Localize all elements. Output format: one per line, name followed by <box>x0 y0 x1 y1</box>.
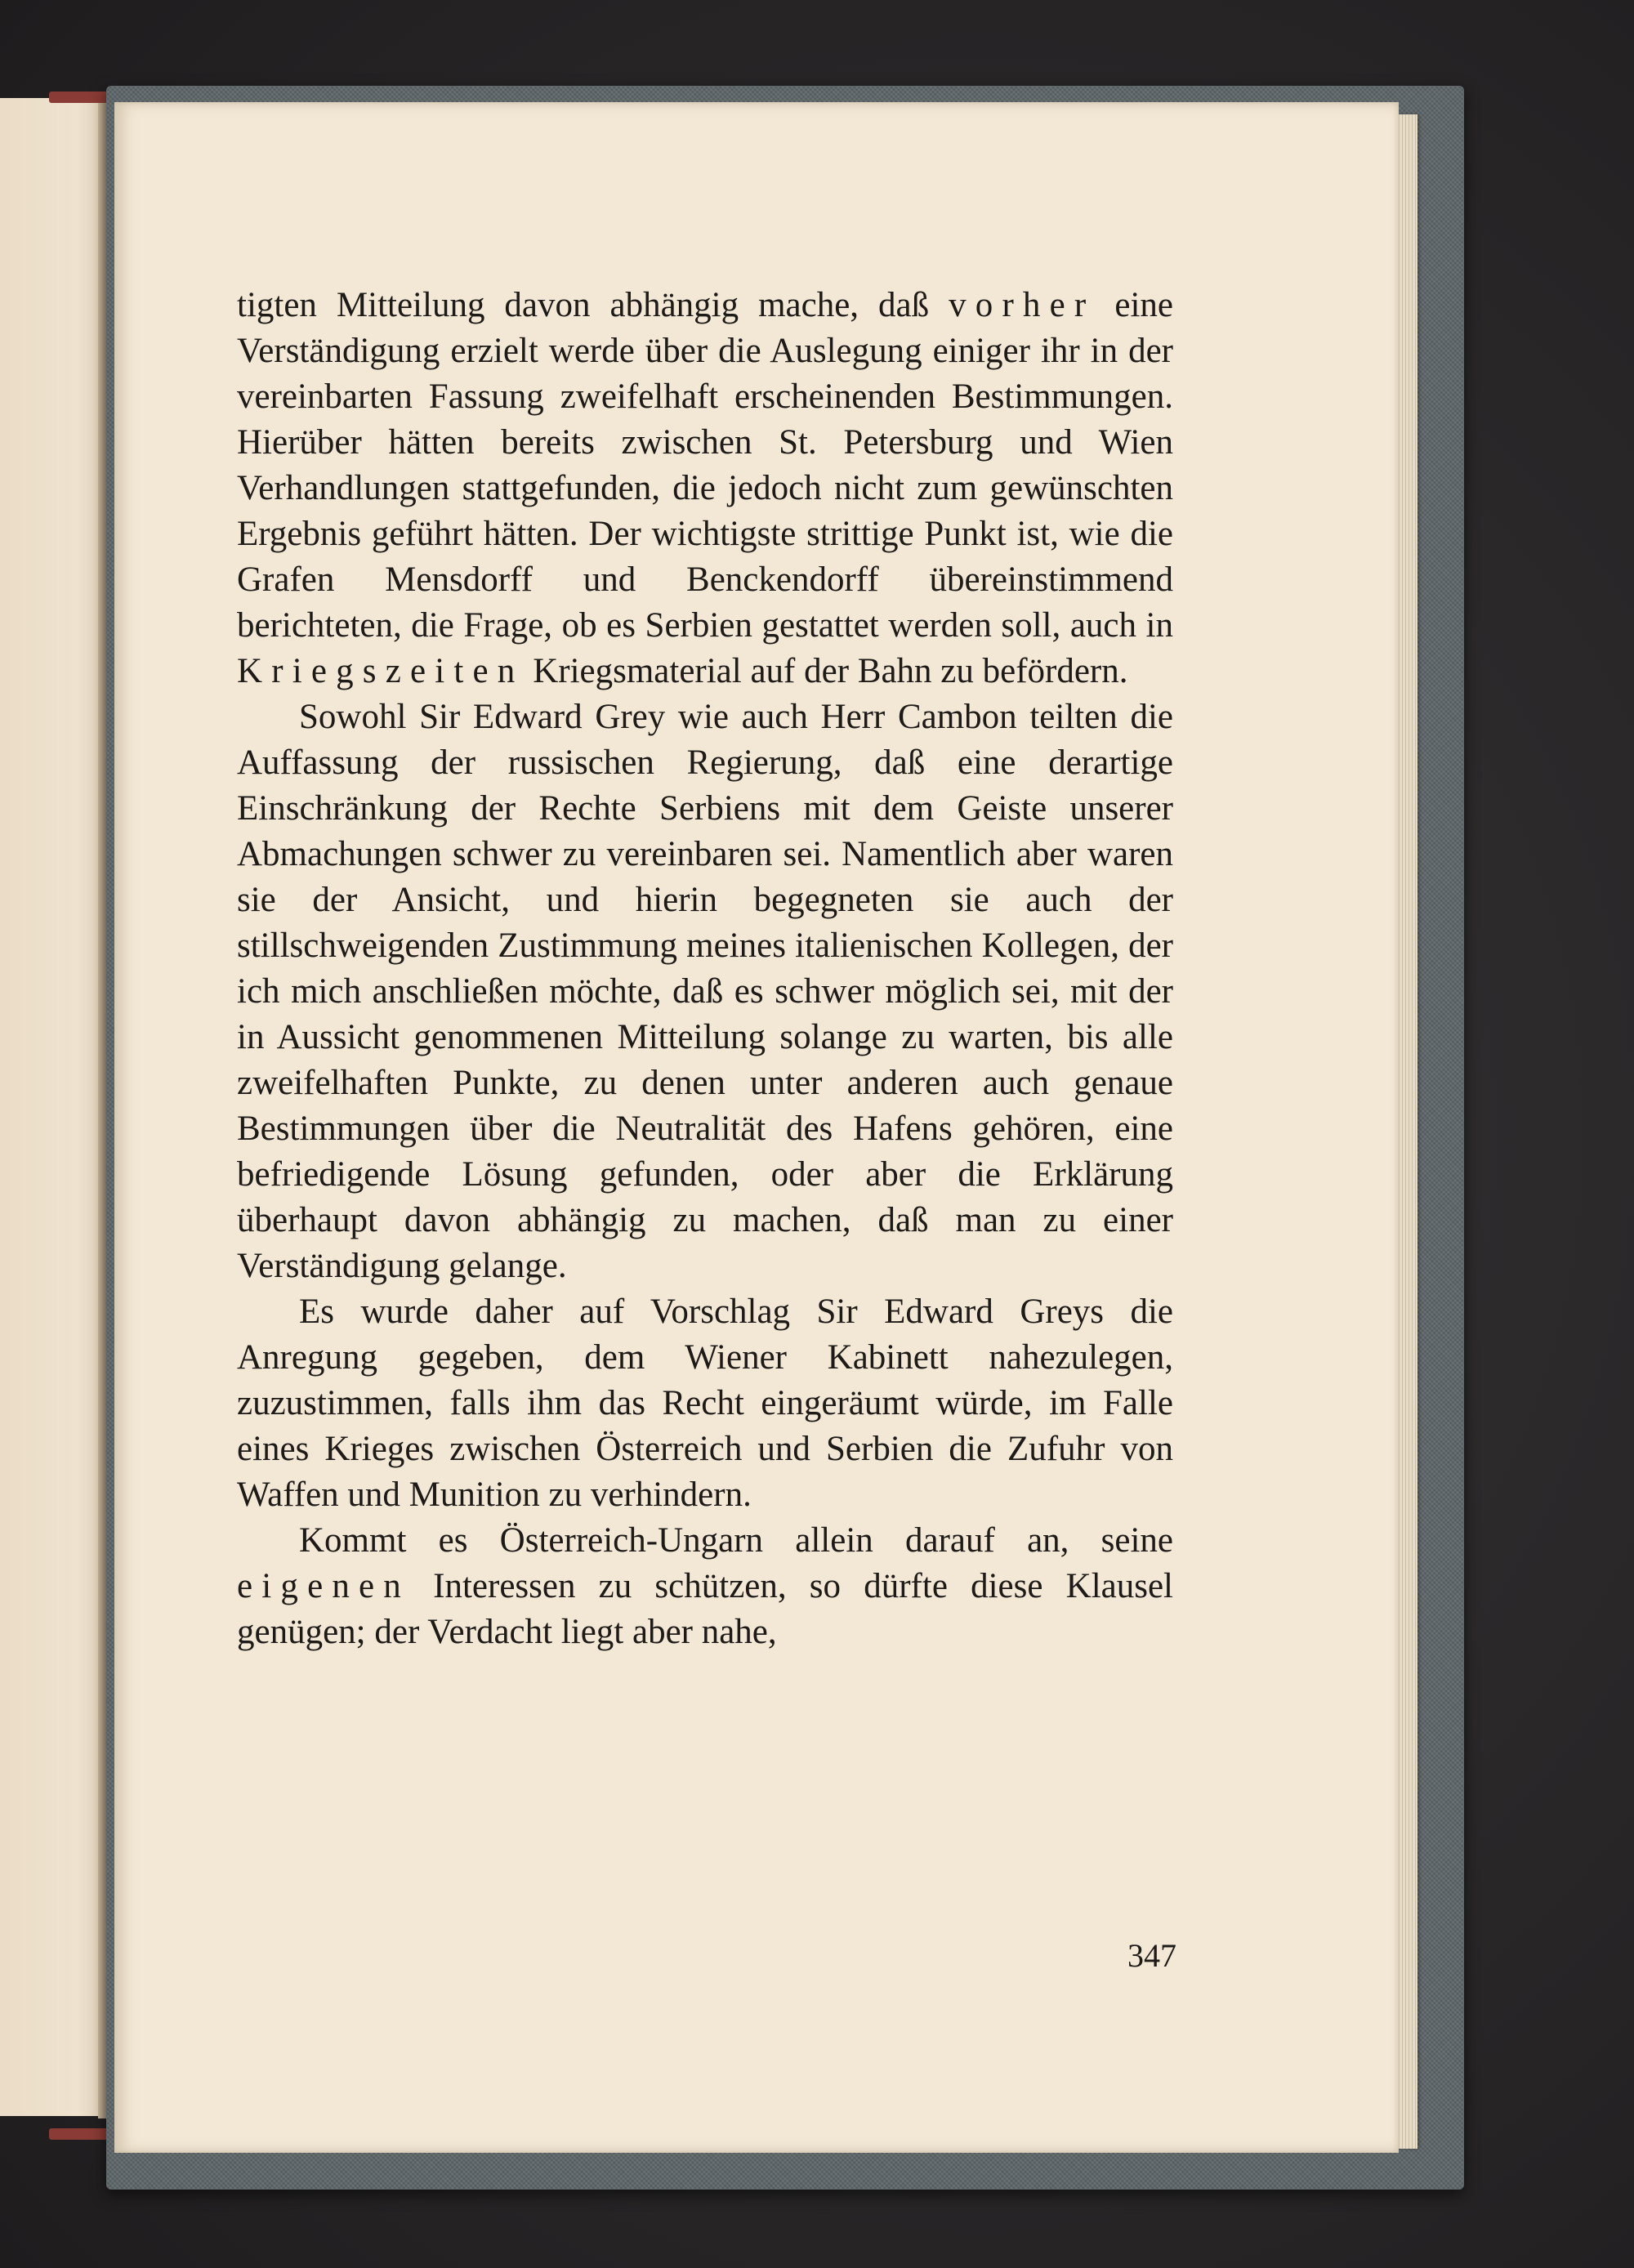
spaced-emphasis: vorher <box>949 286 1096 324</box>
paragraph-2 <box>237 694 1173 1289</box>
spaced-emphasis: eigenen <box>237 1567 410 1605</box>
spaced-emphasis: Kriegszeiten <box>237 652 525 690</box>
paragraph-3 <box>237 1289 1173 1518</box>
text-segment: Interessen zu schützen, so dürfte diese Klausel genügen; der Verdacht liegt aber nahe, <box>237 1567 1173 1651</box>
text-segment: eine Verständigung erzielt werde über die Auslegung einiger ihr in der vereinbarten Fassung zweifelhaft erscheinenden Bestimmungen. Hierüber hätten bereits zwischen St. Petersburg und Wien Verhandlungen stattgefunden, die jedoch nicht zum gewünschten Ergebnis geführt hätten. Der wichtigste strittige Punkt ist, wie die Grafen Mensdorff und Benckendorff übereinstimmend berichteten, die Frage, ob es Serbien gestattet werden soll, auch in <box>237 286 1173 645</box>
paragraph-4 <box>237 1518 1173 1655</box>
text-segment: Kommt es Österreich-Ungarn allein darauf an, seine <box>299 1521 1173 1560</box>
text-segment: Kriegsmaterial auf der Bahn zu befördern. <box>524 652 1128 690</box>
left-page-edge <box>0 98 110 2116</box>
text-segment: Sowohl Sir Edward Grey wie auch Herr Cambon teilten die Auffassung der russischen Regierung, daß eine derartige Einschränkung der Rechte Serbiens mit dem Geiste unserer Abmachungen schwer zu vereinbaren sei. Namentlich aber waren sie der Ansicht, und hierin begegneten sie auch der stillschweigenden Zustimmung meines italienischen Kollegen, der ich mich anschließen möchte, daß es schwer möglich sei, mit der in Aussicht genommenen Mitteilung solange zu warten, bis alle zweifelhaften Punkte, zu denen unter anderen auch genaue Bestimmungen über die Neutralität des Hafens gehören, eine befriedigende Lösung gefunden, oder aber die Erklärung überhaupt davon abhängig zu machen, daß man zu einer Verständigung gelange. <box>237 698 1173 1285</box>
page-number: 347 <box>1127 1937 1176 1974</box>
text-segment: tigten Mitteilung davon abhängig mache, daß <box>237 286 949 324</box>
text-segment: Es wurde daher auf Vorschlag Sir Edward Greys die Anregung gegeben, dem Wiener Kabinett nahezulegen, zuzustimmen, falls ihm das Recht eingeräumt würde, im Falle eines Krieges zwischen Österreich und Serbien die Zufuhr von Waffen und Munition zu verhindern. <box>237 1292 1173 1514</box>
body-text <box>237 283 1173 1655</box>
paragraph-1 <box>237 283 1173 694</box>
